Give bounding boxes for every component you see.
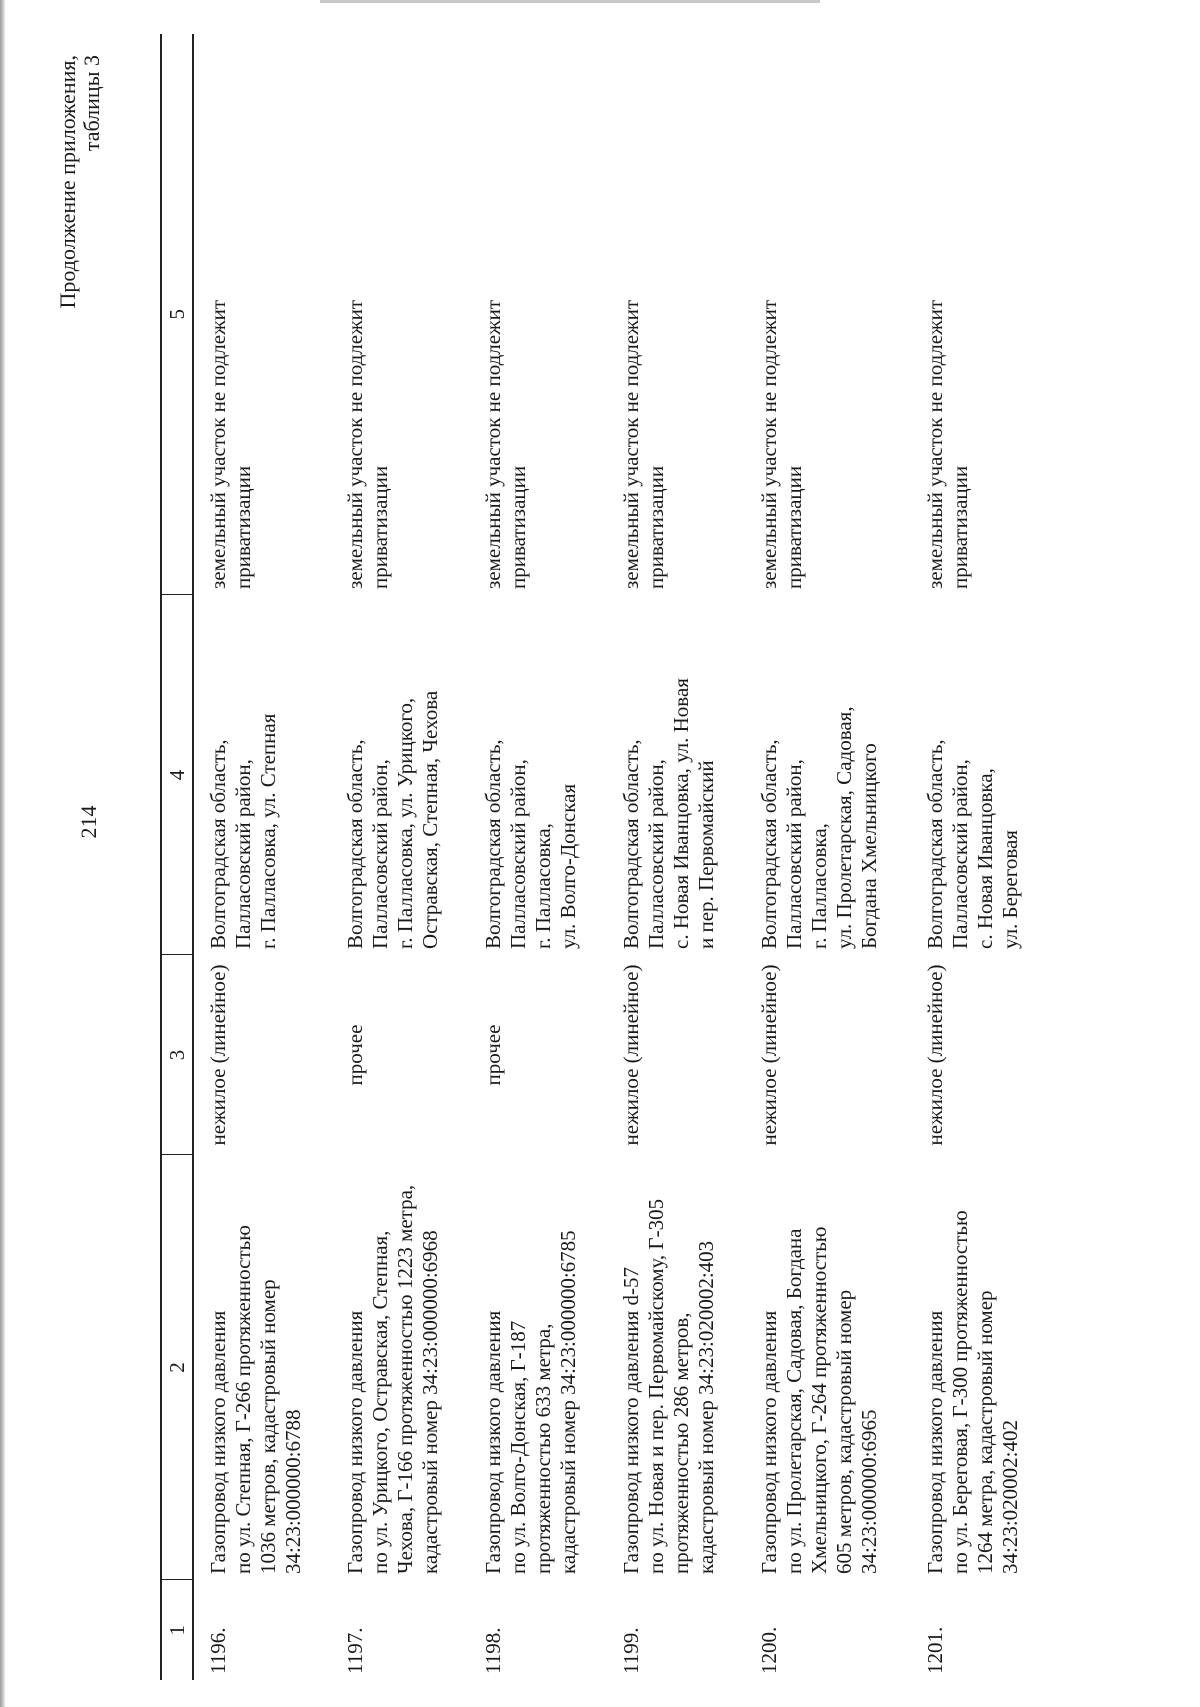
object-note (745, 34, 911, 595)
object-address (911, 595, 1049, 955)
description-line: по ул. Степная, Г-266 протяженностью (231, 1225, 255, 1574)
description-line: по ул. Новая и пер. Первомайскому, Г-305 (644, 1198, 668, 1574)
description-line: 1036 метров, кадастровый номер (256, 1279, 280, 1574)
object-description (193, 1155, 331, 1580)
description-line: Газопровод низкого давления (343, 1310, 367, 1574)
header-col-1: 1 (161, 1580, 193, 1680)
note-line: земельный участок не подлежит (481, 299, 505, 589)
registry-table (160, 34, 1049, 1680)
description-line: кадастровый номер 34:23:020002:403 (694, 1240, 718, 1574)
object-description (911, 1155, 1049, 1580)
note-line: земельный участок не подлежит (757, 299, 781, 589)
table-row (193, 34, 331, 1680)
object-description (469, 1155, 607, 1580)
description-line: по ул. Береговая, Г-300 протяженностью (948, 1210, 972, 1574)
object-kind: прочее (343, 1024, 367, 1086)
object-address (469, 595, 607, 955)
description-line: Газопровод низкого давления (757, 1310, 781, 1574)
object-address (193, 595, 331, 955)
note-line: приватизации (948, 465, 972, 589)
object-note (193, 34, 331, 595)
table-row (331, 34, 469, 1680)
address-line: Волгоградская область, (481, 739, 505, 949)
address-line: с. Новая Иванцовка, ул. Новая (669, 678, 693, 949)
description-line: 34:23:000000:6788 (281, 1409, 305, 1574)
continuation-line-2: таблицы 3 (79, 55, 104, 152)
row-number: 1198. (481, 1627, 505, 1674)
object-note (607, 34, 745, 595)
address-line: г. Палласовка, ул. Степная (256, 713, 280, 949)
description-line: кадастровый номер 34:23:000000:6785 (556, 1230, 580, 1574)
table-row (745, 34, 911, 1680)
address-line: г. Палласовка, (531, 823, 555, 949)
continuation-note (56, 55, 104, 435)
table-row (469, 34, 607, 1680)
continuation-line-1: Продолжение приложения, (55, 55, 80, 309)
description-line: Чехова, Г-166 протяженностью 1223 метра, (393, 1184, 417, 1574)
object-note (331, 34, 469, 595)
object-description (745, 1155, 911, 1580)
address-line: Богдана Хмельницкого (857, 743, 881, 949)
object-note (469, 34, 607, 595)
description-line: Газопровод низкого давления (206, 1310, 230, 1574)
description-line: Газопровод низкого давления (481, 1310, 505, 1574)
object-kind: нежилое (линейное) (619, 964, 643, 1146)
address-line: Палласовский район, (368, 759, 392, 949)
description-line: 1264 метра, кадастровый номер (973, 1290, 997, 1574)
object-description (331, 1155, 469, 1580)
address-line: ул. Береговая (998, 830, 1022, 949)
table-row (607, 34, 745, 1680)
row-number: 1199. (619, 1627, 643, 1674)
address-line: Волгоградская область, (619, 739, 643, 949)
address-line: Волгоградская область, (757, 739, 781, 949)
note-line: приватизации (231, 465, 255, 589)
row-number: 1200. (757, 1626, 781, 1674)
address-line: г. Палласовка, (807, 823, 831, 949)
object-address (607, 595, 745, 955)
row-number: 1196. (206, 1627, 230, 1674)
note-line: приватизации (644, 465, 668, 589)
header-col-5: 5 (161, 34, 193, 595)
description-line: 605 метров, кадастровый номер (832, 1289, 856, 1574)
address-line: ул. Волго-Донская (556, 783, 580, 949)
address-line: Волгоградская область, (343, 739, 367, 949)
object-kind: нежилое (линейное) (206, 964, 230, 1146)
object-description (607, 1155, 745, 1580)
description-line: по ул. Волго-Донская, Г-187 (506, 1320, 530, 1574)
description-line: Газопровод низкого давления (923, 1310, 947, 1574)
address-line: Палласовский район, (506, 759, 530, 949)
address-line: ул. Пролетарская, Садовая, (832, 706, 856, 949)
note-line: приватизации (506, 465, 530, 589)
header-col-2: 2 (161, 1155, 193, 1580)
note-line: земельный участок не подлежит (206, 299, 230, 589)
table-header-row (161, 34, 193, 1680)
address-line: г. Палласовка, ул. Урицкого, (393, 697, 417, 949)
address-line: Палласовский район, (644, 759, 668, 949)
address-line: Остравская, Степная, Чехова (418, 690, 442, 949)
object-note (911, 34, 1049, 595)
address-line: Волгоградская область, (923, 739, 947, 949)
object-address (331, 595, 469, 955)
table-row (911, 34, 1049, 1680)
object-address (745, 595, 911, 955)
description-line: кадастровый номер 34:23:000000:6968 (418, 1230, 442, 1574)
object-kind: прочее (481, 1024, 505, 1086)
note-line: земельный участок не подлежит (343, 299, 367, 589)
description-line: 34:23:000000:6965 (857, 1409, 881, 1574)
address-line: и пер. Первомайский (694, 760, 718, 949)
note-line: земельный участок не подлежит (923, 299, 947, 589)
description-line: по ул. Урицкого, Остравская, Степная, (368, 1230, 392, 1574)
row-number: 1201. (923, 1626, 947, 1674)
note-line: земельный участок не подлежит (619, 299, 643, 589)
header-col-3: 3 (161, 955, 193, 1155)
description-line: Хмельницкого, Г-264 протяженностью (807, 1226, 831, 1574)
row-number: 1197. (343, 1627, 367, 1674)
header-col-4: 4 (161, 595, 193, 955)
object-kind: нежилое (линейное) (757, 964, 781, 1146)
page-number: 214 (76, 805, 101, 839)
note-line: приватизации (782, 465, 806, 589)
object-kind: нежилое (линейное) (923, 964, 947, 1146)
description-line: 34:23:020002:402 (998, 1419, 1022, 1574)
address-line: с. Новая Иванцовка, (973, 768, 997, 949)
address-line: Палласовский район, (948, 759, 972, 949)
address-line: Палласовский район, (782, 759, 806, 949)
description-line: Газопровод низкого давления d-57 (619, 1266, 643, 1574)
description-line: протяженностью 633 метра, (531, 1323, 555, 1574)
address-line: Палласовский район, (231, 759, 255, 949)
address-line: Волгоградская область, (206, 739, 230, 949)
description-line: по ул. Пролетарская, Садовая, Богдана (782, 1228, 806, 1574)
note-line: приватизации (368, 465, 392, 589)
description-line: протяженностью 286 метров, (669, 1312, 693, 1574)
